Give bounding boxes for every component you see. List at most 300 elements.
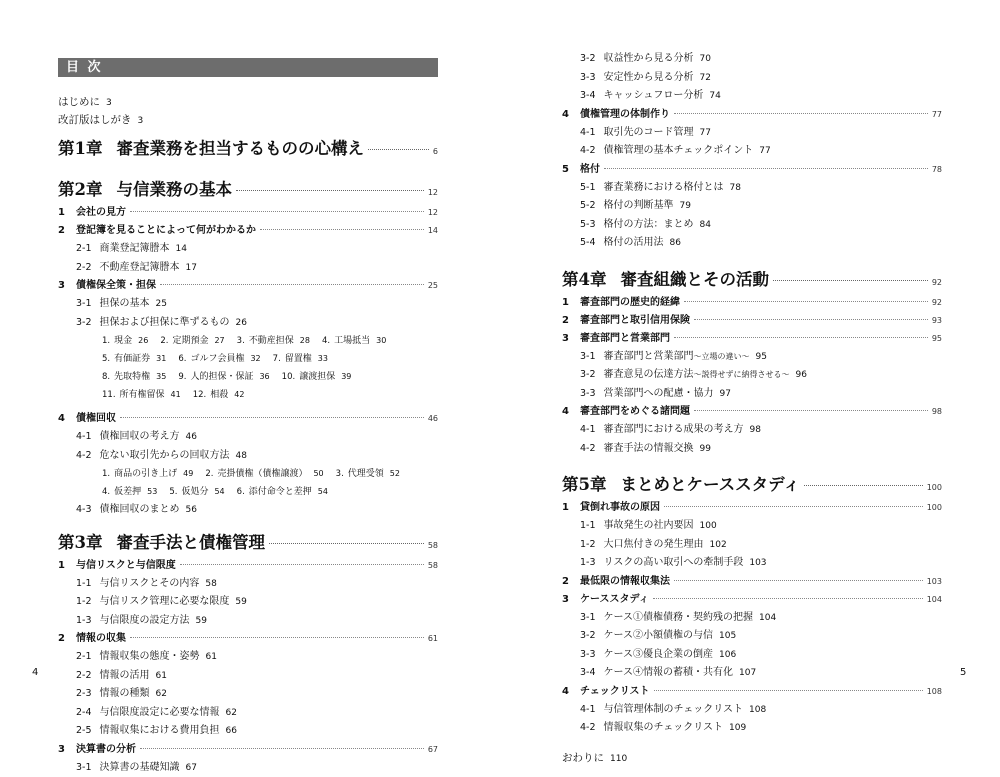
item-page: 105 xyxy=(719,631,736,641)
toc-item[interactable] xyxy=(58,648,438,667)
item-title: 債権管理の基本チェックポイント xyxy=(604,145,754,156)
item-number: 3-2 xyxy=(580,630,596,641)
subitem-title: 仮差押 xyxy=(114,487,141,497)
subitem-page: 52 xyxy=(390,469,400,478)
item-number: 4-1 xyxy=(580,424,596,435)
item-number: 2-2 xyxy=(76,670,92,681)
item-page: 104 xyxy=(759,613,776,623)
section-title: 決算書の分析 xyxy=(76,741,136,759)
section-page: 46 xyxy=(428,410,438,428)
section-heading[interactable] xyxy=(562,591,942,609)
item-title: ケース②小額債権の与信 xyxy=(604,630,714,641)
toc-item[interactable] xyxy=(562,87,942,106)
item-page: 62 xyxy=(156,689,167,699)
section-page: 61 xyxy=(428,630,438,648)
section-page: 67 xyxy=(428,741,438,759)
closing-title: おわりに xyxy=(562,752,604,764)
chapter-page: 92 xyxy=(932,272,942,294)
subitem[interactable] xyxy=(169,487,224,497)
item-number: 3-2 xyxy=(580,369,596,380)
item-page: 77 xyxy=(759,146,770,156)
item-number: 4-2 xyxy=(580,443,596,454)
subitem-page: 54 xyxy=(318,487,328,496)
subitem-title: 添付命令と差押 xyxy=(249,487,312,497)
subitem-number: 9. xyxy=(178,372,186,382)
subitem-title: 不動産担保 xyxy=(249,336,294,346)
subitem-title: 相殺 xyxy=(210,390,228,400)
chapter-title: まとめとケーススタディ xyxy=(620,474,799,496)
item-number: 3-1 xyxy=(580,351,596,362)
section-heading[interactable] xyxy=(58,410,438,428)
subitem-title: 先取特権 xyxy=(114,372,150,382)
section-heading[interactable] xyxy=(58,557,438,575)
section-number: 4 xyxy=(562,106,580,124)
toc-item[interactable] xyxy=(58,314,438,333)
item-number: 4-3 xyxy=(76,504,92,515)
item-number: 3-2 xyxy=(76,317,92,328)
subitem-number: 6. xyxy=(178,354,186,364)
page-number-left: 4 xyxy=(32,667,38,678)
subitem-number: 2. xyxy=(205,469,213,479)
section-number: 1 xyxy=(58,204,76,222)
item-page: 25 xyxy=(156,299,167,309)
section-heading[interactable] xyxy=(562,106,942,124)
toc-item[interactable] xyxy=(562,554,942,573)
subitem[interactable] xyxy=(336,469,400,479)
section-page: 108 xyxy=(927,683,942,701)
chapter-page: 100 xyxy=(927,477,942,499)
item-number: 2-1 xyxy=(76,651,92,662)
item-page: 70 xyxy=(700,54,711,64)
section-number: 3 xyxy=(58,741,76,759)
subitem-page: 27 xyxy=(214,336,224,345)
subitem[interactable] xyxy=(102,487,157,497)
item-title: ケース③優良企業の倒産 xyxy=(604,649,714,660)
section-page: 95 xyxy=(932,330,942,348)
right-page xyxy=(500,0,1000,707)
dot-leader xyxy=(674,113,928,114)
item-page: 95 xyxy=(756,352,767,362)
subitem-page: 36 xyxy=(259,372,269,381)
item-title: 情報収集のチェックリスト xyxy=(604,722,724,733)
toc-item[interactable] xyxy=(562,216,942,235)
subitem[interactable] xyxy=(102,372,166,382)
toc-item[interactable] xyxy=(58,722,438,741)
section-title: 審査部門と営業部門 xyxy=(580,330,670,348)
section-number: 3 xyxy=(562,330,580,348)
section-page: 77 xyxy=(932,106,942,124)
section-page: 25 xyxy=(428,277,438,295)
toc-item[interactable] xyxy=(58,612,438,631)
toc-item[interactable] xyxy=(58,575,438,594)
subitem[interactable] xyxy=(282,372,352,382)
chapter-title: 与信業務の基本 xyxy=(116,179,232,201)
dot-leader xyxy=(654,690,923,691)
section-number: 4 xyxy=(562,403,580,421)
section-heading[interactable] xyxy=(562,683,942,701)
toc-item[interactable] xyxy=(562,69,942,88)
subitem[interactable] xyxy=(273,354,328,364)
subitem[interactable] xyxy=(178,354,260,364)
item-title: 与信限度の設定方法 xyxy=(100,615,190,626)
section-heading[interactable] xyxy=(562,403,942,421)
dot-leader xyxy=(684,301,928,302)
toc-item[interactable] xyxy=(58,759,438,777)
subitem-page: 30 xyxy=(376,336,386,345)
prelim-list xyxy=(58,94,438,130)
item-page: 61 xyxy=(156,671,167,681)
toc-item[interactable] xyxy=(58,447,438,466)
item-number: 3-4 xyxy=(580,667,596,678)
item-number: 1-1 xyxy=(580,520,596,531)
item-title: 決算書の基礎知識 xyxy=(100,762,180,773)
subitem-row xyxy=(58,350,438,368)
section-heading[interactable] xyxy=(562,294,942,312)
subitem-number: 1. xyxy=(102,469,110,479)
toc-item[interactable] xyxy=(562,179,942,198)
section-number: 2 xyxy=(562,312,580,330)
dot-leader xyxy=(130,211,424,212)
subitem-page: 32 xyxy=(250,354,260,363)
subitem[interactable] xyxy=(322,336,386,346)
section-title: 与信リスクと与信限度 xyxy=(76,557,176,575)
item-title: 債権回収の考え方 xyxy=(100,431,180,442)
subitem-page: 54 xyxy=(214,487,224,496)
subitem-page: 33 xyxy=(318,354,328,363)
item-page: 17 xyxy=(186,263,197,273)
section-number: 4 xyxy=(58,410,76,428)
toc-item[interactable] xyxy=(562,124,942,143)
section-heading[interactable] xyxy=(58,204,438,222)
item-title: 情報収集における費用負担 xyxy=(100,725,220,736)
chapter-heading[interactable] xyxy=(58,138,438,163)
toc-item[interactable] xyxy=(562,536,942,555)
dot-leader xyxy=(120,417,424,418)
item-title: ケース①債権債務・契約残の把握 xyxy=(604,612,754,623)
subitem-page: 39 xyxy=(341,372,351,381)
section-heading[interactable] xyxy=(562,161,942,179)
subitem-number: 3. xyxy=(237,336,245,346)
dot-leader xyxy=(664,506,923,507)
section-title: 格付 xyxy=(580,161,600,179)
toc-banner: 目 次 xyxy=(58,58,438,77)
subitem-title: 工場抵当 xyxy=(334,336,370,346)
item-page: 96 xyxy=(796,370,807,380)
item-page: 61 xyxy=(206,652,217,662)
section-number: 5 xyxy=(562,161,580,179)
subitem-number: 1. xyxy=(102,336,110,346)
toc-item[interactable] xyxy=(58,428,438,447)
subitem-title: 代理受領 xyxy=(348,469,384,479)
item-title: 審査手法の情報交換 xyxy=(604,443,694,454)
item-page: 109 xyxy=(729,723,746,733)
subitem[interactable] xyxy=(102,469,193,479)
item-number: 3-1 xyxy=(76,762,92,773)
subitem-row xyxy=(58,386,438,404)
chapter-title: 審査業務を担当するものの心構え xyxy=(116,138,364,160)
subitem-title: ゴルフ会員権 xyxy=(190,354,244,364)
toc-item[interactable] xyxy=(58,295,438,314)
chapter-title: 審査組織とその活動 xyxy=(620,269,769,291)
section-page: 58 xyxy=(428,557,438,575)
chapter-heading[interactable] xyxy=(58,179,438,204)
toc-item[interactable] xyxy=(562,234,942,253)
item-number: 2-5 xyxy=(76,725,92,736)
toc-item[interactable] xyxy=(58,593,438,612)
section-number: 3 xyxy=(562,591,580,609)
section-heading[interactable] xyxy=(562,330,942,348)
toc-item[interactable] xyxy=(562,440,942,459)
prelim-page: 3 xyxy=(138,116,144,126)
toc-item[interactable] xyxy=(58,704,438,723)
item-title: 取引先のコード管理 xyxy=(604,127,694,138)
subitem[interactable] xyxy=(178,372,269,382)
subitem-number: 10. xyxy=(282,372,296,382)
subitem[interactable] xyxy=(193,390,245,400)
item-title: キャッシュフロー分析 xyxy=(604,90,704,101)
subitem-number: 11. xyxy=(102,390,116,400)
subitem-title: 現金 xyxy=(114,336,132,346)
subitem-title: 売掛債権（債権譲渡） xyxy=(217,469,307,479)
item-page: 97 xyxy=(720,389,731,399)
item-title: 担保および担保に準ずるもの xyxy=(100,317,230,328)
item-page: 67 xyxy=(186,763,197,773)
section-page: 78 xyxy=(932,161,942,179)
item-page: 108 xyxy=(749,705,766,715)
item-number: 3-3 xyxy=(580,649,596,660)
section-title: 会社の見方 xyxy=(76,204,126,222)
toc-item[interactable] xyxy=(562,701,942,720)
item-title: 危ない取引先からの回収方法 xyxy=(100,450,230,461)
dot-leader xyxy=(674,580,923,581)
item-number: 4-2 xyxy=(580,722,596,733)
subitem[interactable] xyxy=(205,469,323,479)
item-number: 4-1 xyxy=(580,127,596,138)
dot-leader xyxy=(236,190,424,191)
toc-item[interactable] xyxy=(562,385,942,404)
subitem-page: 53 xyxy=(147,487,157,496)
toc-item[interactable] xyxy=(562,421,942,440)
section-title: ケーススタディ xyxy=(580,591,649,609)
item-number: 3-3 xyxy=(580,72,596,83)
item-page: 107 xyxy=(739,668,756,678)
item-number: 1-3 xyxy=(580,557,596,568)
item-title: リスクの高い取引への牽制手段 xyxy=(604,557,744,568)
item-page: 48 xyxy=(236,451,247,461)
section-title: 債権管理の体制作り xyxy=(580,106,670,124)
toc-item[interactable] xyxy=(58,259,438,278)
subitem-page: 50 xyxy=(313,469,323,478)
section-number: 1 xyxy=(562,294,580,312)
chapter-number: 第2章 xyxy=(58,179,102,201)
item-page: 86 xyxy=(670,238,681,248)
chapter-number: 第4章 xyxy=(562,269,606,291)
left-page xyxy=(0,0,500,707)
subitem-number: 6. xyxy=(237,487,245,497)
section-heading[interactable] xyxy=(58,630,438,648)
prelim-label: 改訂版はしがき xyxy=(58,114,132,126)
dot-leader xyxy=(694,319,928,320)
item-title: 情報の活用 xyxy=(100,670,150,681)
toc-item[interactable] xyxy=(562,142,942,161)
dot-leader xyxy=(773,280,928,281)
prelim-item[interactable] xyxy=(58,112,438,130)
section-heading[interactable] xyxy=(58,741,438,759)
subitem[interactable] xyxy=(102,336,148,346)
closing-item[interactable] xyxy=(562,750,942,768)
dot-leader xyxy=(368,149,429,150)
section-number: 4 xyxy=(562,683,580,701)
subitem-number: 5. xyxy=(169,487,177,497)
subitem-page: 35 xyxy=(156,372,166,381)
item-number: 5-4 xyxy=(580,237,596,248)
section-heading[interactable] xyxy=(58,222,438,240)
dot-leader xyxy=(804,485,923,486)
section-heading[interactable] xyxy=(562,499,942,517)
item-title: 審査部門における成果の考え方 xyxy=(604,424,744,435)
subitem[interactable] xyxy=(237,336,310,346)
section-page: 100 xyxy=(927,499,942,517)
item-title: 審査意見の伝達方法 xyxy=(604,369,694,380)
toc-item[interactable] xyxy=(58,685,438,704)
subitem-page: 26 xyxy=(138,336,148,345)
prelim-item[interactable] xyxy=(58,94,438,112)
dot-leader xyxy=(160,284,424,285)
item-title: 大口焦付きの発生理由 xyxy=(604,539,704,550)
section-number: 3 xyxy=(58,277,76,295)
section-page: 92 xyxy=(932,294,942,312)
prelim-label: はじめに xyxy=(58,96,100,108)
toc-item[interactable] xyxy=(562,348,942,367)
item-title: 営業部門への配慮・協力 xyxy=(604,388,714,399)
item-page: 106 xyxy=(719,650,736,660)
subitem-number: 3. xyxy=(336,469,344,479)
subitem-title: 人的担保・保証 xyxy=(190,372,253,382)
item-page: 100 xyxy=(700,521,717,531)
subitem[interactable] xyxy=(102,390,181,400)
subitem-number: 8. xyxy=(102,372,110,382)
left-toc-column xyxy=(58,58,438,777)
toc-item[interactable] xyxy=(562,719,942,738)
section-title: 審査部門をめぐる諸問題 xyxy=(580,403,690,421)
item-page: 62 xyxy=(226,708,237,718)
item-title: 情報収集の態度・姿勢 xyxy=(100,651,200,662)
section-page: 12 xyxy=(428,204,438,222)
subitem-row xyxy=(58,368,438,386)
page-number-right: 5 xyxy=(960,667,966,678)
chapter-page: 58 xyxy=(428,535,438,557)
section-heading[interactable] xyxy=(562,312,942,330)
right-toc-column xyxy=(562,50,942,768)
item-title: 担保の基本 xyxy=(100,298,150,309)
item-number: 4-1 xyxy=(580,704,596,715)
dot-leader xyxy=(604,168,928,169)
section-heading[interactable] xyxy=(58,277,438,295)
subitem-number: 4. xyxy=(322,336,330,346)
item-page: 26 xyxy=(236,318,247,328)
item-page: 74 xyxy=(709,91,720,101)
dot-leader xyxy=(269,543,424,544)
toc-item[interactable] xyxy=(562,646,942,665)
item-page: 46 xyxy=(186,432,197,442)
item-page: 59 xyxy=(196,616,207,626)
section-number: 2 xyxy=(58,630,76,648)
chapter-heading[interactable] xyxy=(562,474,942,499)
item-number: 3-1 xyxy=(76,298,92,309)
item-title: ケース④情報の蓄積・共有化 xyxy=(604,667,734,678)
toc-item[interactable] xyxy=(562,664,942,683)
item-page: 78 xyxy=(730,183,741,193)
item-number: 3-4 xyxy=(580,90,596,101)
section-number: 2 xyxy=(562,573,580,591)
item-title: 審査部門と営業部門 xyxy=(604,351,694,362)
toc-item[interactable] xyxy=(58,501,438,520)
section-title: 最低限の情報収集法 xyxy=(580,573,670,591)
chapter-heading[interactable] xyxy=(562,269,942,294)
item-page: 14 xyxy=(176,244,187,254)
subitem[interactable] xyxy=(160,336,224,346)
dot-leader xyxy=(260,229,424,230)
dot-leader xyxy=(694,410,928,411)
item-title: 与信リスクとその内容 xyxy=(100,578,200,589)
section-title: チェックリスト xyxy=(580,683,650,701)
subitem-page: 42 xyxy=(234,390,244,399)
subitem-page: 49 xyxy=(183,469,193,478)
dot-leader xyxy=(180,564,424,565)
toc-item[interactable] xyxy=(562,609,942,628)
item-title: 与信リスク管理に必要な限度 xyxy=(100,596,230,607)
toc-item[interactable] xyxy=(58,240,438,259)
item-page: 56 xyxy=(186,505,197,515)
toc-item[interactable] xyxy=(562,517,942,536)
item-page: 59 xyxy=(235,597,246,607)
item-number: 5-1 xyxy=(580,182,596,193)
toc-item[interactable] xyxy=(562,366,942,385)
subitem-title: 所有権留保 xyxy=(120,390,165,400)
chapter-heading[interactable] xyxy=(58,532,438,557)
toc-item[interactable] xyxy=(58,667,438,686)
item-page: 58 xyxy=(205,579,216,589)
subitem-page: 28 xyxy=(300,336,310,345)
item-title: 収益性から見る分析 xyxy=(604,53,694,64)
section-number: 1 xyxy=(58,557,76,575)
toc-item[interactable] xyxy=(562,627,942,646)
dot-leader xyxy=(140,748,424,749)
chapter-title: 審査手法と債権管理 xyxy=(116,532,265,554)
subitem-title: 定期預金 xyxy=(172,336,208,346)
item-title: 格付の活用法 xyxy=(604,237,664,248)
toc-item[interactable] xyxy=(562,50,942,69)
chapter-number: 第5章 xyxy=(562,474,606,496)
chapter-number: 第3章 xyxy=(58,532,102,554)
toc-item[interactable] xyxy=(562,197,942,216)
item-title: 格付の方法：まとめ xyxy=(604,219,694,230)
section-title: 債権保全策・担保 xyxy=(76,277,156,295)
item-number: 2-3 xyxy=(76,688,92,699)
subitem-title: 有価証券 xyxy=(114,354,150,364)
item-number: 5-2 xyxy=(580,200,596,211)
subitem[interactable] xyxy=(102,354,166,364)
subitem[interactable] xyxy=(237,487,328,497)
left-toc-entries xyxy=(58,138,438,777)
item-page: 66 xyxy=(226,726,237,736)
item-page: 99 xyxy=(700,444,711,454)
section-heading[interactable] xyxy=(562,573,942,591)
item-number: 4-2 xyxy=(76,450,92,461)
right-toc-entries xyxy=(562,50,942,768)
section-page: 93 xyxy=(932,312,942,330)
item-page: 79 xyxy=(680,201,691,211)
